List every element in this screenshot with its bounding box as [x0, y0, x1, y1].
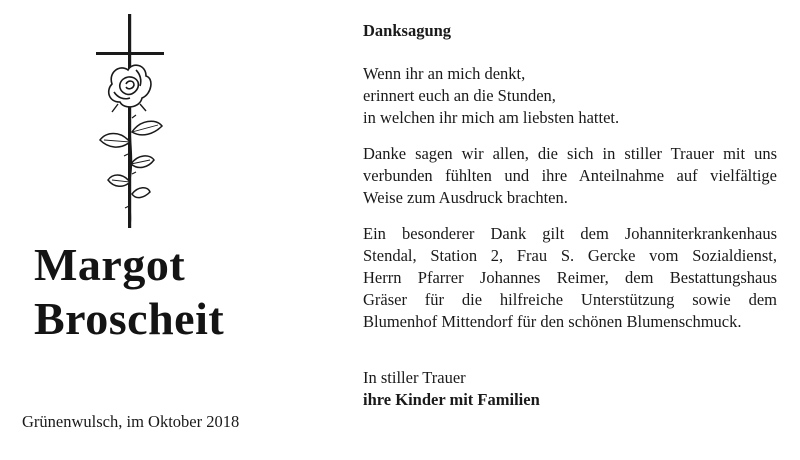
- last-name: Broscheit: [34, 293, 225, 344]
- notice-text: [363, 20, 777, 333]
- poem-line: erinnert euch an die Stunden,: [363, 86, 556, 105]
- place-and-date: Grünenwulsch, im Oktober 2018: [22, 412, 240, 431]
- paragraph-line: Danke sagen wir allen, die sich in stiller Trauer mit uns: [363, 144, 777, 163]
- poem-line: Wenn ihr an mich denkt,: [363, 64, 526, 83]
- poem-line: in welchen ihr mich am liebsten hattet.: [363, 108, 620, 127]
- paragraph-line: Blumenhof Mittendorf für den schönen Blumenschmuck.: [363, 312, 742, 331]
- paragraph-line: Stendal, Station 2, Frau S. Gercke vom Sozialdienst,: [363, 246, 777, 265]
- deceased-name: [34, 238, 334, 346]
- signers: ihre Kinder mit Familien: [363, 390, 540, 409]
- closing-line: In stiller Trauer: [363, 368, 466, 387]
- poem: [363, 63, 777, 129]
- paragraph-line: verbunden fühlten und ihre Anteilnahme auf vielfältige: [363, 166, 777, 185]
- paragraph-line: Weise zum Ausdruck brachten.: [363, 188, 568, 207]
- heading: Danksagung: [363, 21, 452, 40]
- thanks-paragraph: [363, 143, 777, 209]
- paragraph-line: Ein besonderer Dank gilt dem Johanniterkrankenhaus: [363, 224, 777, 243]
- paragraph-line: Herrn Pfarrer Johannes Reimer, dem Bestattungshaus: [363, 268, 777, 287]
- first-name: Margot: [34, 239, 186, 290]
- paragraph-line: Gräser für die hilfreiche Unterstützung sowie dem: [363, 290, 777, 309]
- special-thanks-paragraph: [363, 223, 777, 333]
- cross-with-rose-icon: [88, 14, 178, 234]
- closing: [363, 367, 540, 411]
